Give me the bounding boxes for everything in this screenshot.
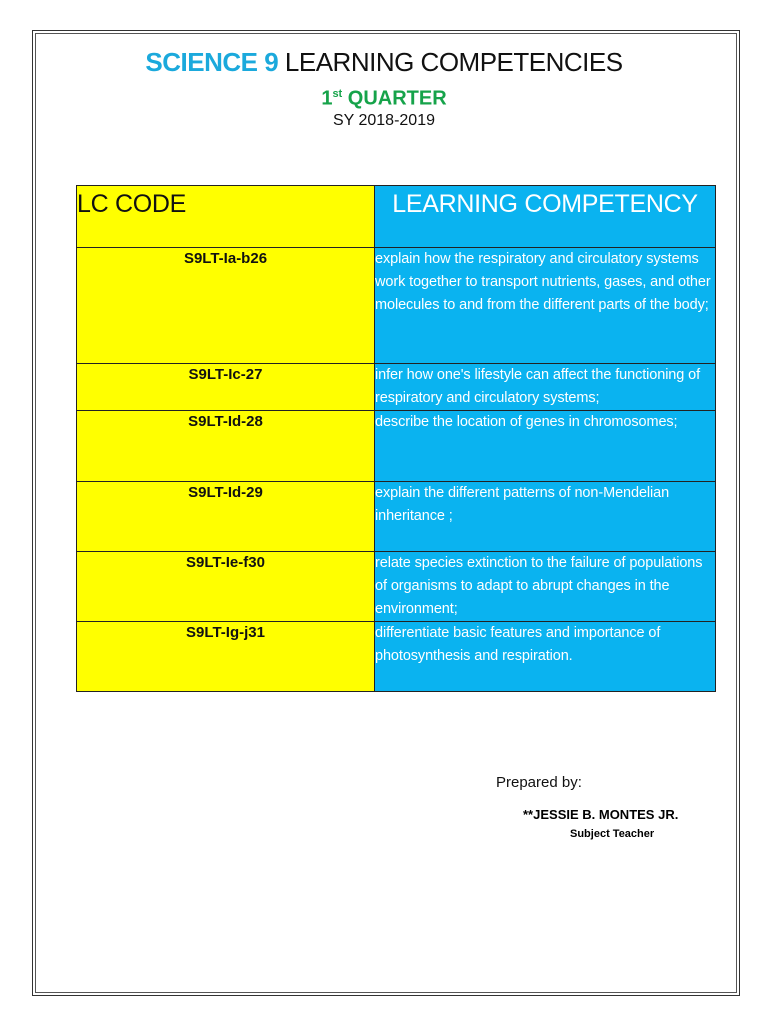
quarter-label: QUARTER xyxy=(347,87,447,110)
competency-cell: differentiate basic features and importance of photosynthesis and respiration. xyxy=(375,622,716,692)
table-row xyxy=(77,364,716,411)
teacher-role: Subject Teacher xyxy=(570,828,655,840)
competency-cell: infer how one's lifestyle can affect the functioning of respiratory and circulatory systems; xyxy=(375,364,716,411)
lc-code-cell: S9LT-Ia-b26 xyxy=(77,248,375,364)
prepared-by-label: Prepared by: xyxy=(496,774,582,791)
competency-table xyxy=(76,185,716,692)
lc-code-cell: S9LT-Ic-27 xyxy=(77,364,375,411)
table-header-row xyxy=(77,186,716,248)
table-row xyxy=(77,552,716,622)
competency-cell: explain how the respiratory and circulatory systems work together to transport nutrients, gases, and other molecules to and from the different parts of the body; xyxy=(375,248,716,364)
document-title xyxy=(0,44,768,80)
table-row xyxy=(77,248,716,364)
teacher-name: **JESSIE B. MONTES JR. xyxy=(523,807,679,822)
title-text: LEARNING COMPETENCIES xyxy=(284,47,623,77)
lc-code-cell: S9LT-Id-28 xyxy=(77,411,375,482)
lc-code-cell: S9LT-Ie-f30 xyxy=(77,552,375,622)
quarter-ordinal: st xyxy=(332,88,343,100)
table-row xyxy=(77,411,716,482)
lc-code-cell: S9LT-Ig-j31 xyxy=(77,622,375,692)
competency-cell: explain the different patterns of non-Mendelian inheritance ; xyxy=(375,482,716,552)
table-row xyxy=(77,482,716,552)
school-year: SY 2018-2019 xyxy=(332,112,435,129)
header-lc-code: LC CODE xyxy=(77,186,375,248)
quarter-heading xyxy=(0,80,768,113)
competency-cell: describe the location of genes in chromosomes; xyxy=(375,411,716,482)
lc-code-cell: S9LT-Id-29 xyxy=(77,482,375,552)
title-subject: SCIENCE 9 xyxy=(145,47,279,77)
table-row xyxy=(77,622,716,692)
competency-cell: relate species extinction to the failure of populations of organisms to adapt to abrupt changes in the environment; xyxy=(375,552,716,622)
header-learning-competency: LEARNING COMPETENCY xyxy=(375,186,716,248)
quarter-number: 1 xyxy=(321,87,333,110)
